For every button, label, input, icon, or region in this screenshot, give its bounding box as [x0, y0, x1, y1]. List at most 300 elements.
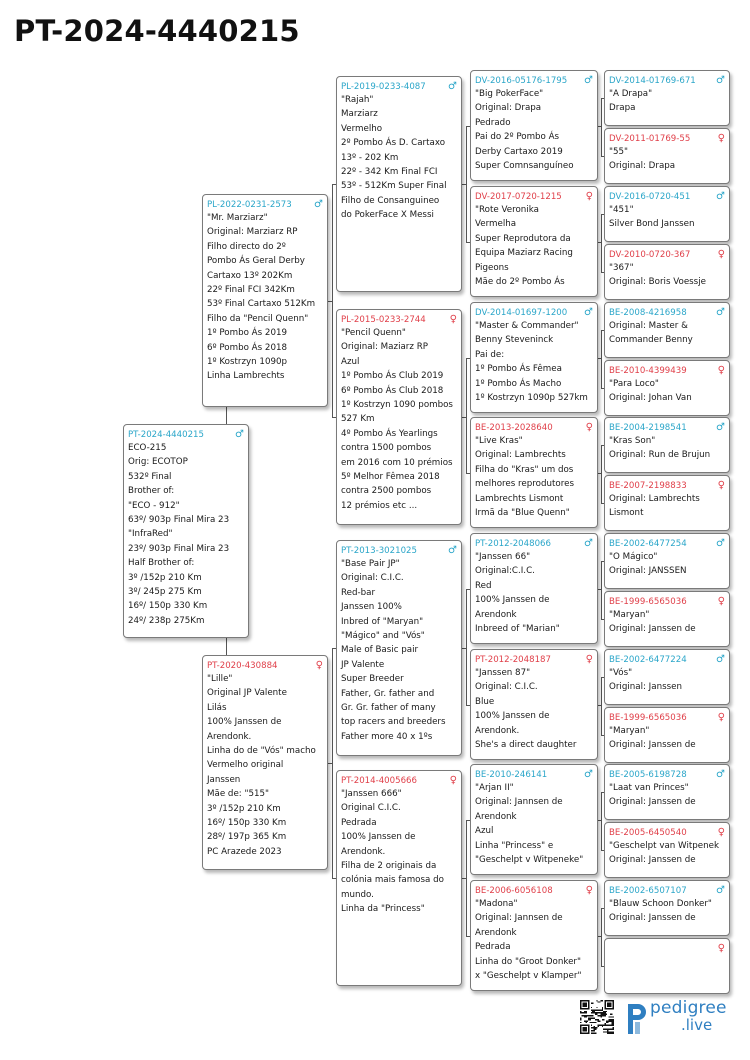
- pigeon-card-dds[interactable]: [470, 764, 598, 875]
- detail-line: "InfraRed": [128, 529, 173, 540]
- connector-line: [598, 358, 601, 359]
- female-icon: ♀: [717, 248, 725, 260]
- pigeon-card-g8[interactable]: [604, 475, 730, 531]
- connector-line: [332, 184, 333, 417]
- detail-line: Irmã da "Blue Quenn": [475, 508, 570, 519]
- detail-line: "Para Loco": [609, 379, 659, 389]
- detail-line: "451": [609, 205, 634, 215]
- detail-line: Original: Lambrechts: [475, 450, 566, 461]
- detail-line: Drapa: [609, 103, 636, 114]
- connector-line: [598, 936, 601, 937]
- page-title: PT-2024-4440215: [14, 14, 300, 48]
- detail-line: Lismont: [609, 508, 644, 519]
- card-header: [207, 198, 323, 211]
- card-details: [609, 550, 725, 579]
- ring-number: BE-2010-4399439: [609, 365, 687, 376]
- detail-line: "Janssen 66": [475, 552, 531, 562]
- pigeon-card-g5[interactable]: [604, 302, 730, 358]
- female-icon: ♀: [585, 884, 593, 896]
- detail-line: x "Geschelpt v Klamper": [475, 971, 582, 982]
- pigeon-card-dam[interactable]: [202, 655, 328, 870]
- connector-line: [598, 242, 601, 243]
- card-details: [475, 203, 593, 289]
- detail-line: "Blauw Schoon Donker": [609, 899, 712, 909]
- male-icon: ♂: [584, 74, 593, 86]
- female-icon: ♀: [449, 313, 457, 325]
- pigeon-card-dd[interactable]: [336, 770, 462, 986]
- detail-line: 100% Janssen de: [475, 595, 550, 606]
- connector-line: [601, 677, 602, 735]
- connector-line: [598, 126, 601, 127]
- detail-line: Lambrechts Lismont: [475, 493, 564, 504]
- ring-number: PT-2024-4440215: [128, 429, 204, 440]
- detail-line: 53º - 512Km Super Final: [341, 181, 447, 192]
- pigeon-card-sd[interactable]: [336, 309, 462, 525]
- detail-line: Half Brother of:: [128, 558, 195, 569]
- detail-line: Inbred of "Maryan": [341, 616, 424, 627]
- ring-number: DV-2014-01697-1200: [475, 307, 568, 318]
- connector-line: [462, 417, 466, 418]
- detail-line: 100% Janssen de: [207, 717, 282, 728]
- detail-line: "Geschelpt van Witpenek: [609, 841, 720, 851]
- detail-line: She's a direct daughter: [475, 740, 577, 751]
- detail-line: Mãe de: "515": [207, 789, 270, 800]
- qr-code: [580, 1000, 614, 1034]
- detail-line: Benny Steveninck: [475, 335, 554, 346]
- ring-number: PT-2012-2048187: [475, 654, 551, 665]
- detail-line: "Maryan": [609, 610, 650, 620]
- detail-line: melhores reprodutores: [475, 479, 574, 490]
- detail-line: Vermelha: [475, 219, 517, 230]
- pigeon-card-ssd[interactable]: [470, 186, 598, 297]
- detail-line: Cartaxo 13º 202Km: [207, 270, 293, 281]
- card-details: [609, 377, 725, 406]
- card-header: [475, 884, 593, 897]
- detail-line: 6º Pombo Ás Club 2018: [341, 385, 444, 396]
- detail-line: Filho directo do 2º: [207, 241, 286, 252]
- card-header: [609, 768, 725, 781]
- card-header: [609, 364, 725, 377]
- pigeon-card-g1[interactable]: [604, 70, 730, 126]
- detail-line: Janssen: [207, 774, 241, 785]
- detail-line: Linha do de "Vós" macho: [207, 746, 316, 757]
- card-details: [341, 93, 457, 223]
- card-details: [609, 897, 725, 926]
- detail-line: "Live Kras": [475, 436, 523, 446]
- detail-line: Original: Janssen de: [609, 913, 696, 924]
- detail-line: Father more 40 x 1ºs: [341, 731, 433, 742]
- detail-line: Original: Drapa: [475, 103, 542, 114]
- detail-line: Original: Janssen de: [609, 797, 696, 808]
- connector-line: [601, 330, 602, 388]
- detail-line: 53º Final Cartaxo 512Km: [207, 299, 316, 310]
- pigeon-card-sdd[interactable]: [470, 417, 598, 528]
- detail-line: 1º Pombo Ás Club 2019: [341, 371, 444, 382]
- detail-line: Filha do "Kras" um dos: [475, 464, 574, 475]
- ring-number: DV-2016-05176-1795: [475, 75, 568, 86]
- detail-line: Original: Drapa: [609, 161, 676, 172]
- card-header: [475, 653, 593, 666]
- ring-number: BE-2007-2198833: [609, 480, 687, 491]
- detail-line: "Pencil Quenn": [341, 328, 406, 338]
- male-icon: ♂: [716, 653, 725, 665]
- card-header: [609, 826, 725, 839]
- card-header: [609, 132, 725, 145]
- detail-line: Marziarz: [341, 109, 378, 120]
- detail-line: "Janssen 87": [475, 668, 531, 678]
- pigeon-card-g15[interactable]: [604, 880, 730, 936]
- detail-line: Original: Jannsen de: [475, 913, 563, 924]
- card-details: [475, 666, 593, 752]
- detail-line: Orig: ECOTOP: [128, 457, 188, 468]
- detail-line: Commander Benny: [609, 335, 693, 346]
- detail-line: Original: Janssen: [609, 682, 682, 693]
- pigeon-card-g12[interactable]: [604, 707, 730, 763]
- pigeon-card-dsd[interactable]: [470, 649, 598, 760]
- male-icon: ♂: [448, 80, 457, 92]
- detail-line: Original: Run de Brujun: [609, 450, 711, 461]
- card-details: [475, 550, 593, 636]
- connector-line: [601, 561, 602, 619]
- male-icon: ♂: [716, 306, 725, 318]
- card-details: [609, 781, 725, 810]
- detail-line: Silver Bond Janssen: [609, 219, 695, 230]
- card-details: [609, 492, 725, 521]
- pigeon-card-g6[interactable]: [604, 360, 730, 416]
- ring-number: BE-1999-6565036: [609, 712, 687, 723]
- connector-line: [598, 473, 601, 474]
- female-icon: ♀: [717, 132, 725, 144]
- card-header: [341, 544, 457, 557]
- pigeon-card-g2[interactable]: [604, 128, 730, 184]
- ring-number: DV-2016-0720-451: [609, 191, 691, 202]
- detail-line: 532º Final: [128, 471, 172, 482]
- card-details: [475, 434, 593, 520]
- detail-line: Azul: [475, 826, 494, 837]
- female-icon: ♀: [717, 711, 725, 723]
- detail-line: Original:C.I.C.: [475, 566, 535, 577]
- pigeon-card-ss[interactable]: [336, 76, 462, 292]
- card-header: [475, 421, 593, 434]
- detail-line: Original: Jannsen de: [475, 797, 563, 808]
- logo-word-live: .live: [681, 1016, 713, 1034]
- pigeon-card-ds[interactable]: [336, 540, 462, 756]
- logo-word-pedigree: pedigree: [650, 998, 727, 1018]
- ring-number: BE-2004-2198541: [609, 422, 687, 433]
- detail-line: Derby Cartaxo 2019: [475, 146, 563, 157]
- detail-line: contra 1500 pombos: [341, 443, 432, 454]
- card-header: [609, 884, 725, 897]
- detail-line: JP Valente: [341, 659, 385, 670]
- detail-line: Pombo Ás Geral Derby: [207, 256, 305, 267]
- detail-line: "Lille": [207, 674, 233, 684]
- detail-line: 16º/ 150p 330 Km: [128, 601, 208, 612]
- connector-line: [466, 358, 467, 473]
- ring-number: BE-1999-6565036: [609, 596, 687, 607]
- detail-line: Pai do 2º Pombo Ás: [475, 132, 560, 143]
- male-icon: ♂: [314, 198, 323, 210]
- detail-line: 1º Pombo Ás 2019: [207, 328, 288, 339]
- pigeon-card-g4[interactable]: [604, 244, 730, 300]
- detail-line: Original: C.I.C.: [475, 682, 538, 693]
- detail-line: Pedrado: [475, 117, 511, 128]
- pigeon-card-subject[interactable]: [123, 424, 249, 638]
- card-header: [609, 653, 725, 666]
- detail-line: Original C.I.C.: [341, 803, 401, 814]
- detail-line: Pedrada: [475, 942, 511, 953]
- detail-line: Linha do "Groot Donker": [475, 956, 581, 967]
- pigeon-card-dss[interactable]: [470, 533, 598, 644]
- connector-line: [598, 705, 601, 706]
- detail-line: Pai de:: [475, 349, 505, 360]
- card-header: [609, 595, 725, 608]
- detail-line: "Master & Commander": [475, 321, 579, 331]
- connector-line: [598, 589, 601, 590]
- detail-line: Vermelho original: [207, 760, 284, 771]
- detail-line: Brother of:: [128, 486, 175, 497]
- female-icon: ♀: [717, 364, 725, 376]
- detail-line: em 2016 com 10 prémios: [341, 457, 453, 468]
- detail-line: 1º Kostrzyn 1090p 527km: [475, 393, 588, 404]
- detail-line: Equipa Maziarz Racing: [475, 248, 573, 259]
- detail-line: Lilás: [207, 702, 227, 713]
- detail-line: Original: Marziarz RP: [207, 227, 298, 238]
- detail-line: Male of Basic pair: [341, 645, 419, 656]
- detail-line: 3º /152p 210 Km: [128, 572, 202, 583]
- card-details: [609, 724, 725, 753]
- pigeon-card-g14[interactable]: [604, 822, 730, 878]
- card-header: [475, 768, 593, 781]
- detail-line: Arendonk.: [341, 846, 386, 857]
- detail-line: Linha da "Princess": [341, 904, 425, 915]
- pigeon-card-g13[interactable]: [604, 764, 730, 820]
- detail-line: Arendonk: [475, 927, 517, 938]
- detail-line: Linha "Princess" e: [475, 840, 554, 851]
- card-header: [341, 313, 457, 326]
- connector-line: [601, 908, 602, 966]
- ring-number: BE-2002-6477224: [609, 654, 687, 665]
- pigeon-card-g3[interactable]: [604, 186, 730, 242]
- detail-line: 5º Melhor Fêmea 2018: [341, 472, 440, 483]
- detail-line: Original: Maziarz RP: [341, 342, 428, 353]
- detail-line: do PokerFace X Messi: [341, 210, 434, 221]
- card-header: [609, 479, 725, 492]
- detail-line: Original: JANSSEN: [609, 566, 687, 577]
- detail-line: Pigeons: [475, 262, 509, 273]
- detail-line: "O Mágico": [609, 552, 658, 562]
- card-details: [207, 672, 323, 859]
- detail-line: "Janssen 666": [341, 789, 402, 799]
- card-details: [475, 87, 593, 173]
- card-header: [609, 942, 725, 955]
- detail-line: 2º Pombo Ás D. Cartaxo: [341, 138, 446, 149]
- detail-line: "Base Pair JP": [341, 559, 400, 569]
- male-icon: ♂: [716, 190, 725, 202]
- card-header: [341, 80, 457, 93]
- connector-line: [462, 184, 466, 185]
- detail-line: 4º Pombo Ás Yearlings: [341, 428, 438, 439]
- detail-line: 1º Pombo Ás Macho: [475, 378, 562, 389]
- detail-line: 16º/ 150p 330 Km: [207, 818, 287, 829]
- detail-line: Vermelho: [341, 123, 383, 134]
- detail-line: 6º Pombo Ás 2018: [207, 342, 288, 353]
- pigeon-card-g10[interactable]: [604, 591, 730, 647]
- detail-line: PC Arazede 2023: [207, 846, 282, 857]
- pigeon-card-sss[interactable]: [470, 70, 598, 181]
- detail-line: "A Drapa": [609, 89, 653, 99]
- ring-number: PL-2019-0233-4087: [341, 81, 426, 92]
- detail-line: Linha Lambrechts: [207, 371, 285, 382]
- detail-line: 23º/ 903p Final Mira 23: [128, 543, 230, 554]
- pigeon-card-sire[interactable]: [202, 194, 328, 407]
- detail-line: Red: [475, 580, 492, 591]
- connector-line: [601, 445, 602, 503]
- connector-line: [328, 763, 332, 764]
- detail-line: Original: Janssen de: [609, 624, 696, 635]
- detail-line: 527 Km: [341, 414, 375, 425]
- ring-number: BE-2010-246141: [475, 769, 548, 780]
- male-icon: ♂: [584, 537, 593, 549]
- ring-number: PT-2014-4005666: [341, 775, 417, 786]
- card-header: [475, 537, 593, 550]
- detail-line: 3º /152p 210 Km: [207, 803, 281, 814]
- detail-line: 24º/ 238p 275Km: [128, 615, 205, 626]
- detail-line: Super Reprodutora da: [475, 233, 571, 244]
- connector-line: [462, 648, 466, 649]
- connector-line: [598, 820, 601, 821]
- detail-line: Original: Janssen de: [609, 740, 696, 751]
- card-details: [609, 666, 725, 695]
- pigeon-card-g16[interactable]: [604, 938, 730, 994]
- pigeon-card-g11[interactable]: [604, 649, 730, 705]
- detail-line: mundo.: [341, 889, 374, 900]
- card-details: [609, 608, 725, 637]
- detail-line: 1º Pombo Ás Fêmea: [475, 364, 562, 375]
- female-icon: ♀: [585, 421, 593, 433]
- card-details: [609, 145, 725, 174]
- connector-line: [462, 878, 466, 879]
- detail-line: Arendonk.: [207, 731, 252, 742]
- detail-line: Original: Master &: [609, 321, 688, 331]
- ring-number: BE-2013-2028640: [475, 422, 553, 433]
- connector-line: [601, 214, 602, 272]
- detail-line: "367": [609, 263, 634, 273]
- female-icon: ♀: [717, 595, 725, 607]
- detail-line: "Mágico" and "Vós": [341, 631, 425, 642]
- detail-line: top racers and breeders: [341, 717, 446, 728]
- female-icon: ♀: [717, 942, 725, 954]
- detail-line: Arendonk: [475, 609, 517, 620]
- pigeon-card-ddd[interactable]: [470, 880, 598, 991]
- pigeon-card-sds[interactable]: [470, 302, 598, 413]
- detail-line: "Rajah": [341, 95, 374, 105]
- male-icon: ♂: [235, 428, 244, 440]
- detail-line: Filha de 2 originais da: [341, 861, 437, 872]
- ring-number: BE-2005-6450540: [609, 827, 687, 838]
- pigeon-card-g7[interactable]: [604, 417, 730, 473]
- card-details: [609, 319, 725, 348]
- card-header: [609, 306, 725, 319]
- detail-line: colónia mais famosa do: [341, 875, 444, 886]
- male-icon: ♂: [584, 306, 593, 318]
- ring-number: DV-2017-0720-1215: [475, 191, 562, 202]
- connector-line: [466, 126, 467, 242]
- card-details: [341, 787, 457, 917]
- detail-line: 22º Final FCI 342Km: [207, 285, 295, 296]
- ring-number: DV-2010-0720-367: [609, 249, 691, 260]
- card-details: [609, 839, 725, 868]
- card-details: [207, 211, 323, 384]
- detail-line: Original: Lambrechts: [609, 494, 700, 504]
- ring-number: BE-2002-6477254: [609, 538, 687, 549]
- male-icon: ♂: [716, 768, 725, 780]
- connector-line: [466, 589, 467, 705]
- card-details: [475, 319, 593, 405]
- female-icon: ♀: [449, 774, 457, 786]
- card-header: [609, 74, 725, 87]
- card-header: [475, 190, 593, 203]
- male-icon: ♂: [716, 74, 725, 86]
- ring-number: DV-2014-01769-671: [609, 75, 696, 86]
- female-icon: ♀: [717, 826, 725, 838]
- pedigree-live-logo[interactable]: [626, 998, 736, 1038]
- connector-line: [328, 301, 332, 302]
- card-details: [341, 557, 457, 744]
- pigeon-card-g9[interactable]: [604, 533, 730, 589]
- detail-line: Filho da "Pencil Quenn": [207, 313, 309, 324]
- detail-line: Pedrada: [341, 817, 377, 828]
- detail-line: Super Comnsanguíneo: [475, 161, 574, 172]
- card-header: [207, 659, 323, 672]
- ring-number: BE-2008-4216958: [609, 307, 687, 318]
- detail-line: contra 2500 pombos: [341, 486, 432, 497]
- ring-number: PT-2020-430884: [207, 660, 278, 671]
- detail-line: "Vós": [609, 668, 633, 678]
- card-header: [609, 421, 725, 434]
- connector-line: [601, 98, 602, 156]
- detail-line: Arendonk.: [475, 725, 520, 736]
- female-icon: ♀: [585, 653, 593, 665]
- detail-line: Original: Janssen de: [609, 855, 696, 866]
- card-header: [609, 711, 725, 724]
- male-icon: ♂: [716, 537, 725, 549]
- detail-line: "Big PokerFace": [475, 89, 544, 99]
- detail-line: 3º/ 245p 275 Km: [128, 587, 202, 598]
- logo-p-icon: [626, 1000, 648, 1036]
- detail-line: 1º Kostrzyn 1090p: [207, 357, 288, 368]
- ring-number: BE-2006-6056108: [475, 885, 553, 896]
- card-header: [609, 190, 725, 203]
- ring-number: PT-2013-3021025: [341, 545, 417, 556]
- ring-number: PL-2022-0231-2573: [207, 199, 292, 210]
- detail-line: Red-bar: [341, 587, 376, 598]
- detail-line: "ECO - 912": [128, 500, 180, 511]
- connector-line: [466, 820, 467, 936]
- card-details: [341, 326, 457, 513]
- detail-line: 12 prémios etc ...: [341, 500, 418, 511]
- detail-line: "Madona": [475, 899, 518, 909]
- detail-line: Blue: [475, 696, 495, 707]
- ring-number: BE-2002-6507107: [609, 885, 687, 896]
- card-header: [475, 306, 593, 319]
- ring-number: BE-2005-6198728: [609, 769, 687, 780]
- card-details: [609, 261, 725, 290]
- detail-line: 63º/ 903p Final Mira 23: [128, 515, 230, 526]
- detail-line: 22º - 342 Km Final FCI: [341, 167, 438, 178]
- detail-line: ECO-215: [128, 443, 167, 453]
- detail-line: "55": [609, 147, 629, 157]
- ring-number: DV-2011-01769-55: [609, 133, 691, 144]
